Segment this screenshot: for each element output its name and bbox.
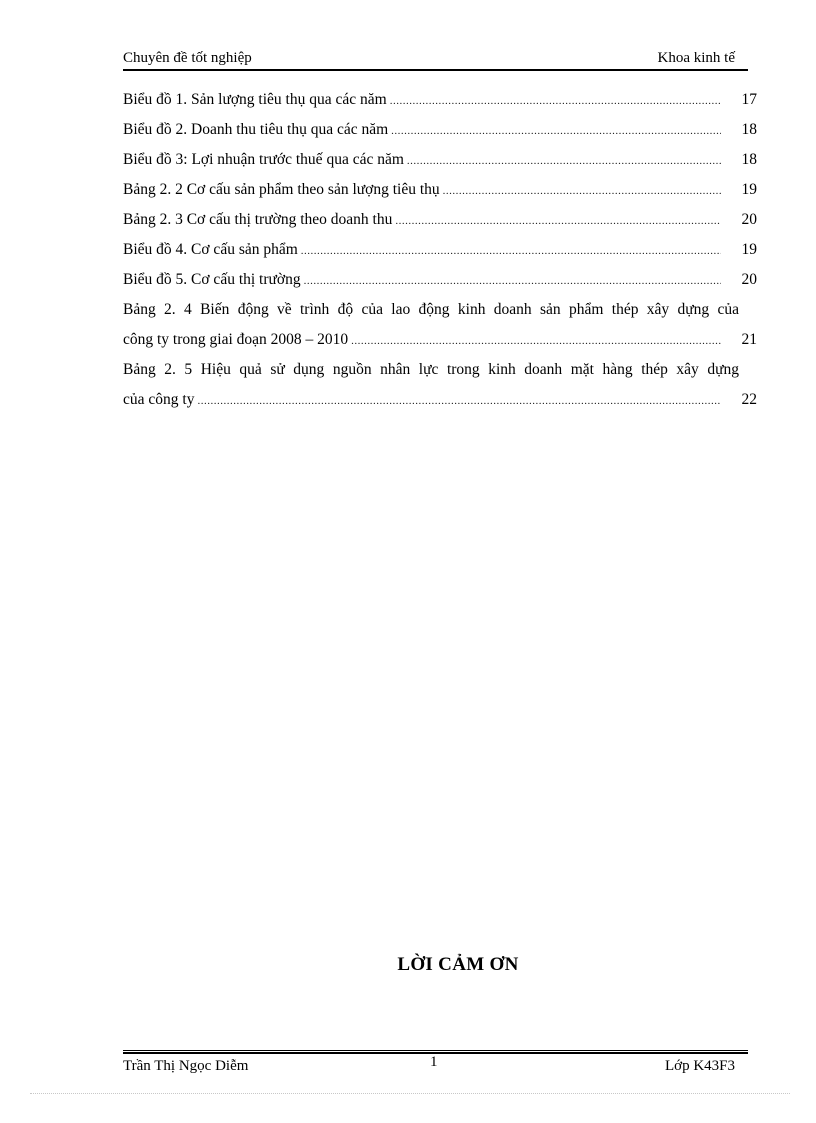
page-footer (123, 1055, 748, 1077)
page-boundary-line (30, 1093, 790, 1094)
toc-entry-title: Biểu đồ 1. Sản lượng tiêu thụ qua các năm (123, 91, 387, 108)
toc-entry-multiline[interactable] (123, 295, 757, 355)
toc-entry[interactable] (123, 145, 757, 175)
toc-entry-line2 (123, 325, 757, 355)
toc-entry-page: 22 (741, 391, 757, 408)
toc-entry[interactable] (123, 235, 757, 265)
toc-entry[interactable] (123, 205, 757, 235)
table-of-figures (123, 85, 757, 415)
toc-entry-page: 20 (741, 211, 757, 228)
toc-entry-title: Biểu đồ 5. Cơ cấu thị trường (123, 271, 301, 288)
toc-entry-page: 18 (741, 121, 757, 138)
dot-leader (443, 176, 721, 206)
toc-entry-title-line2: công ty trong giai đoạn 2008 – 2010 (123, 331, 349, 348)
toc-entry-multiline[interactable] (123, 355, 757, 415)
dot-leader (395, 206, 721, 236)
dot-leader (304, 266, 721, 296)
toc-entry-page: 17 (741, 91, 757, 108)
toc-entry-title: Bảng 2. 2 Cơ cấu sản phẩm theo sản lượng tiêu thụ (123, 181, 440, 198)
dot-leader (407, 146, 721, 176)
section-title: LỜI CẢM ƠN (397, 954, 519, 975)
toc-entry[interactable] (123, 175, 757, 205)
footer-class: Lớp K43F3 (664, 1058, 735, 1074)
toc-entry-title-line1: Bảng 2. 4 Biến động về trình độ của lao động kinh doanh sản phẩm thép xây dựng của (123, 301, 739, 318)
page-header (123, 47, 748, 71)
toc-entry[interactable] (123, 85, 757, 115)
toc-entry-title-line2: của công ty (123, 391, 195, 408)
toc-entry-page: 19 (741, 181, 757, 198)
toc-entry-title: Biểu đồ 4. Cơ cấu sản phẩm (123, 241, 298, 258)
footer-page-number: 1 (430, 1054, 438, 1070)
toc-entry-page: 20 (741, 271, 757, 288)
toc-entry-page: 19 (741, 241, 757, 258)
toc-entry-page: 18 (741, 151, 757, 168)
toc-entry-line2 (123, 385, 757, 415)
header-right-text: Khoa kinh tế (657, 50, 735, 66)
dot-leader (301, 236, 721, 266)
header-left-text: Chuyên đề tốt nghiệp (123, 50, 252, 66)
toc-entry[interactable] (123, 265, 757, 295)
dot-leader (391, 116, 721, 146)
footer-author: Trần Thị Ngọc Diễm (123, 1058, 249, 1074)
dot-leader (390, 86, 721, 116)
toc-entry-title: Biểu đồ 2. Doanh thu tiêu thụ qua các năm (123, 121, 389, 138)
toc-entry-title: Biểu đồ 3: Lợi nhuận trước thuế qua các năm (123, 151, 404, 168)
toc-entry-page: 21 (741, 331, 757, 348)
toc-entry[interactable] (123, 115, 757, 145)
toc-entry-title: Bảng 2. 3 Cơ cấu thị trường theo doanh thu (123, 211, 393, 228)
toc-entry-title-line1: Bảng 2. 5 Hiệu quả sử dụng nguồn nhân lực trong kinh doanh mặt hàng thép xây dựng (123, 361, 739, 378)
dot-leader (351, 326, 721, 356)
dot-leader (197, 386, 721, 416)
